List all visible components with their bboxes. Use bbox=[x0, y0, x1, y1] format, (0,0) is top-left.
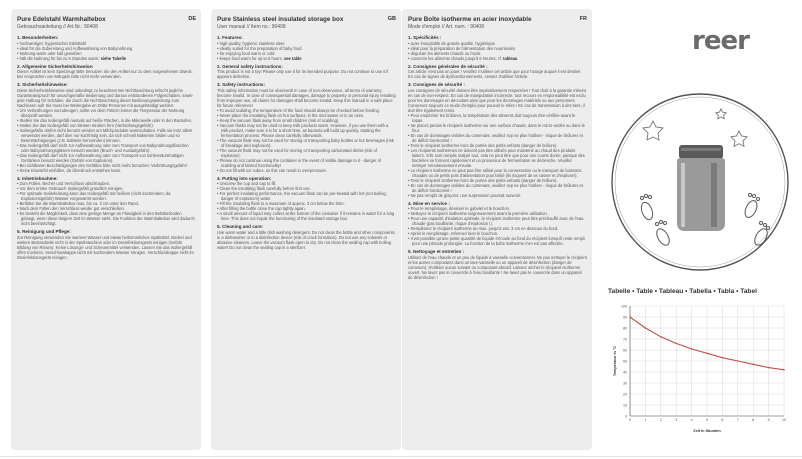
list-item bbox=[408, 56, 587, 61]
list-item-text: Das Isoliergefäß darf nicht zur Aufbewahrung oder zum Transport von kohlensäurehaltigen Getränken benutzt werden (Gefahr von Explosion). bbox=[19, 152, 184, 163]
list-item bbox=[408, 236, 587, 246]
panel-de bbox=[11, 9, 201, 450]
bullet-list bbox=[217, 181, 396, 221]
x-tick-label: 6 bbox=[721, 418, 724, 422]
list-item-text: Nahrung warm oder kalt genießen bbox=[19, 50, 82, 56]
list-item bbox=[17, 128, 196, 143]
bullet-list bbox=[217, 108, 396, 173]
list-item-text: Ne placez jamais le récipient isotherme sur une surface chaude, dans le micro-ondes ou dans le four. bbox=[410, 122, 585, 133]
list-item-text: En cas de dommages visibles du contenant, veuillez svp ne plus l'utiliser - risque de brûlures et de déficit fonctionnel ! bbox=[410, 132, 583, 143]
list-item-text: déguster les aliments chauds ou froids bbox=[410, 50, 481, 56]
y-axis-label: Temperatur in °C bbox=[613, 345, 617, 377]
bullet-list bbox=[17, 108, 196, 173]
section-text: Zur Reinigung verwenden Sie warmes Wasser und etwas herkömmliches Spülmittel. Deckel und weitere Bestandteile nicht in der Spülmaschine oder im Desinfektionsgerät reinigen (Gefahr Bildung von Rissen). Keine Lösungs- und Scheuermittel verwenden. Lassen Sie das Isoliergefäß offen trocknen. Verschlusskappe nicht mit kochendem Wasser reinigen. Verschlusskappe nicht im Desinfektionsgerät reinigen. bbox=[17, 234, 194, 260]
list-item bbox=[17, 211, 196, 226]
bullet-list bbox=[217, 41, 396, 61]
x-tick-label: 1 bbox=[644, 418, 647, 422]
list-item-text: acier inoxydable de grande qualité, hygiénique bbox=[410, 40, 496, 46]
data-point bbox=[660, 336, 662, 338]
lang-badge: FR bbox=[579, 16, 587, 22]
x-tick-label: 4 bbox=[690, 418, 693, 422]
list-item-text: Zum Füllen, Becher und Verschluss abschrauben. bbox=[19, 181, 111, 187]
list-item-text: Um Verbrühungen vorzubeugen, sollte vor dem Füttern immer die Temperatur der Nahrung überprüft werden. bbox=[19, 107, 185, 118]
section bbox=[17, 229, 196, 260]
data-point bbox=[752, 364, 754, 366]
reer-logo: reer bbox=[692, 26, 749, 56]
y-tick-label: 0 bbox=[625, 414, 627, 419]
list-item bbox=[217, 56, 396, 61]
table-reference: siehe Tabelle bbox=[100, 55, 127, 61]
section-heading: 2. Consignes générales de sécurité : bbox=[408, 63, 488, 69]
list-item-text: hält die Nahrung für bis zu 6 Stunden warm; bbox=[19, 55, 100, 61]
list-item-text: Le récipient isotherme ne peut pas être utilisé pour la conservation ou le transport de boissons chaudes ou de petits pots d'alimentation pour bébé (ils risquent de se casser et d'exploser). bbox=[410, 167, 582, 178]
list-item-text: Vacuum flasks may not be used to keep milk products warm. However, if you use them with a milk product, make sure it is for a short time, as bacteria will build up quickly, starting the fermentation process. Please clean carefully afterwards. bbox=[219, 122, 389, 138]
panel-fr bbox=[402, 9, 592, 450]
section-heading: 3. Safety instructions: bbox=[217, 82, 265, 88]
section bbox=[217, 224, 396, 250]
section bbox=[217, 176, 396, 222]
list-item-text: keeps food warm for up to 6 hours, bbox=[219, 55, 283, 61]
y-tick-label: 50 bbox=[623, 359, 627, 364]
list-item bbox=[408, 183, 587, 193]
list-item bbox=[408, 123, 587, 133]
panel-header bbox=[17, 16, 196, 32]
list-item bbox=[408, 193, 587, 198]
section-heading: 1. Features: bbox=[217, 35, 243, 40]
table-reference: see table bbox=[283, 55, 302, 61]
list-item bbox=[217, 168, 396, 173]
list-item bbox=[217, 138, 396, 148]
divider bbox=[0, 456, 802, 457]
section bbox=[17, 35, 196, 61]
section-text: Diese Sicherheitshinweise sind unbedingt zu beachten! Bei Nichtbeachtung erlischt jegliche Garantieanspruch für unsachgemäße Bedienung und daraus entstandenen Folgeschäden, sowie jede Haftung für Schäden, die durch die Nichtbeachtung dieser Bedienungsanleitung zum Nachlesen auf! Sie muss bei Weitergabe an Dritte Personen mit ausgehändigt werden: bbox=[17, 87, 193, 108]
bullet-list bbox=[17, 181, 196, 226]
list-item bbox=[217, 158, 396, 168]
list-item bbox=[17, 56, 196, 61]
temperature-chart bbox=[608, 300, 790, 438]
list-item-text: ideally suited for the preparation of baby food bbox=[219, 45, 302, 51]
list-item-text: Remplissez le récipient isotherme au max. jusqu'à env. 3 cm en dessous du bord. bbox=[410, 226, 559, 232]
panel-subtitle: Gebrauchsanleitung // Art.Nr.: 90408 bbox=[17, 24, 98, 30]
section bbox=[408, 201, 587, 247]
list-item-text: for enjoying food warm or cold bbox=[219, 50, 275, 56]
y-tick-label: 70 bbox=[623, 337, 627, 342]
x-tick-label: 10 bbox=[782, 418, 786, 422]
list-item bbox=[17, 191, 196, 201]
section bbox=[408, 64, 587, 80]
section-heading: 3. Consignes de sécurité : bbox=[408, 82, 465, 88]
list-item-text: hochwertiger, hygienischer Edelstahl bbox=[19, 40, 87, 46]
list-item bbox=[408, 216, 587, 226]
list-item-text: Nach dem Füllen den Verschluss wieder gut verschließen. bbox=[19, 206, 125, 212]
section bbox=[17, 82, 196, 173]
list-item-text: Il est possible qu'une petite quantité de liquide s'écoule au fond du récipient lorsqu'il reste rempli pour une période prolongée. La fonction de la boîte isotherme n'en est pas affectée. bbox=[410, 236, 585, 247]
list-item-text: idéal pour la préparation de l'alimentation des nourrissons bbox=[410, 45, 516, 51]
y-tick-label: 40 bbox=[623, 370, 627, 375]
list-item-text: Isoliergefäße dürfen nicht benutzt werden um Milchprodukte warmzuhalten. Falls sie trotz allem verwendet werden, darf dies nur kurzfristig sein, da sich schnell Bakterien bilden und so Beeinträchtigungen (z.B. bakterie hervorrufen) können. bbox=[19, 127, 193, 143]
panel-gb bbox=[211, 9, 401, 450]
list-item-text: Halten Sie das Isoliergefäß von kleinen Kindern fern (Verbrühungsgefahr). bbox=[19, 122, 154, 128]
list-item-text: Pour le remplissage, dévisser le gobelet et le bouchon. bbox=[410, 206, 511, 212]
list-item-text: Stellen Sie das Isoliergefäß niemals auf heiße Flächen, in die Mikrowelle oder in den Backofen. bbox=[19, 117, 193, 123]
section-text: Cet article n'est pas un jouet ! Veuillez n'utiliser cet article que pour l'usage auquel il est destiné. En cas de signes de dysfonctionnements, cessez d'utiliser l'article. bbox=[408, 69, 582, 80]
section-heading: 5. Cleaning and care: bbox=[217, 224, 264, 230]
section-heading: 2. Allgemeine Sicherheitshinweise: bbox=[17, 63, 94, 69]
data-point bbox=[722, 357, 724, 359]
list-item-text: Never place the insulating flask on hot surfaces, in the microwave or in an oven. bbox=[219, 112, 365, 118]
panel-title: Pure Boîte isotherme en acier inoxydable bbox=[408, 16, 532, 23]
y-tick-label: 90 bbox=[623, 315, 627, 320]
section-text: Dieser Artikel ist kein Spielzeug! Bitte benutzen Sie den Artikel nur zu dem vorgesehenen Zweck. Bei Ansprüchen von Mängeln bitte nicht mehr verwenden. bbox=[17, 69, 193, 80]
section-text: Les consignes de sécurité doivent être impérativement respectées ! Tout droit à la garantie s'éteint en cas de non-respect. En cas de manipulation incorrecte, tout recours en responsabilité est exclu pour les dommages en découlant ainsi que pour les dommages matériels ou aux personnes. Conservez toujours ce mode d'emploi pour pouvoir le relire ! En cas de transmission à des tiers, il doit être également remis. bbox=[408, 87, 586, 113]
x-tick-label: 8 bbox=[752, 418, 755, 422]
list-item-text: Clean the insulating flask carefully before first use. bbox=[219, 186, 311, 192]
section-heading: 1. Spécificités : bbox=[408, 35, 442, 40]
y-tick-label: 10 bbox=[623, 403, 627, 408]
list-item-text: Befüllen Sie die Warmhaltebox max. bis ca. 3 cm unter den Rand. bbox=[19, 201, 139, 207]
section-heading: 5. Nettoyage et entretien : bbox=[408, 249, 465, 255]
panel-subtitle: Mode d'emploi // Art. num. : 90408 bbox=[408, 24, 484, 30]
list-item-text: Pour une capacité d'isolation optimale, le récipient isotherme peut être préchauffé avec de l'eau chaude (pas bouillante, risque d'explosion !). bbox=[410, 216, 584, 227]
list-item-text: Für optimale Isolierleistung kann das Isoliergefäß mit heißem (nicht kochendem, da Explosionsgefahr) Wasser vorgewärmt werden. bbox=[19, 191, 171, 202]
section-heading: 4. Inbetriebnahme: bbox=[17, 175, 58, 181]
section bbox=[17, 176, 196, 227]
lang-badge: GB bbox=[387, 16, 396, 22]
section bbox=[217, 64, 396, 80]
lang-badge: DE bbox=[188, 16, 196, 22]
list-item-text: After filling the bottle close the cap tightly again. bbox=[219, 206, 306, 212]
list-item bbox=[217, 191, 396, 201]
list-item bbox=[408, 113, 587, 123]
list-item bbox=[217, 211, 396, 221]
list-item-text: A small amount of liquid may collect at the bottom of the container if it remains in water for a long time. This does not impair the functioning of the insulated storage box. bbox=[219, 211, 395, 222]
section-heading: 4. Mise en service : bbox=[408, 200, 450, 206]
list-item-text: Keine Eiswürfel einfüllen, da Überdruck entstehen kann. bbox=[19, 167, 122, 173]
panel-title: Pure Edelstahl Warmhaltebox bbox=[17, 16, 106, 23]
data-point bbox=[768, 367, 770, 369]
y-tick-label: 20 bbox=[623, 392, 627, 397]
data-point bbox=[783, 369, 785, 371]
panel-title: Pure Stainless steel insulated storage box bbox=[217, 16, 344, 23]
section-heading: 5. Reinigung und Pflege: bbox=[17, 229, 71, 235]
list-item-text: To avoid scalding, the temperature of the food should always be checked before feeding. bbox=[219, 107, 380, 113]
x-tick-label: 9 bbox=[767, 418, 770, 422]
list-item-text: ideal für die Zubereitung und Aufbewahrung von Babynahrung bbox=[19, 45, 133, 51]
data-point bbox=[691, 348, 693, 350]
list-item bbox=[17, 153, 196, 163]
list-item-text: Nettoyez le récipient isotherme soigneusement avant la première utilisation. bbox=[410, 211, 548, 217]
y-tick-label: 80 bbox=[623, 326, 627, 331]
data-point bbox=[645, 327, 647, 329]
list-item-text: Es besteht die Möglichkeit, dass eine geringe Menge an Flüssigkeit in den Behälterboden gelangt, wenn diese längere Zeit im Wasser steht. Die Funktion der Warmhaltebox wird dadurch nicht beeinträchtigt. bbox=[19, 211, 195, 227]
y-tick-label: 100 bbox=[621, 304, 627, 309]
section bbox=[408, 35, 587, 61]
y-tick-label: 60 bbox=[623, 348, 627, 353]
list-item-text: The vacuum flask may not be used for storing or transporting carbonated drinks (risk of explosion). bbox=[219, 147, 377, 158]
section-text: Utilisez de l'eau chaude et un peu de liquide à vaisselle conventionnel. Ne pas nettoyer le récipient et les autres composants dans un lave-vaisselle ou un appareil de désinfection (danger de corrosion). N'utiliser aucun solvant ou composant abrasif. Laissez sécher le récipient isotherme ouvert. Ne lavez pas le couvercle à l'eau bouillante ! Ne lavez pas le couvercle dans un appareil de désinfection ! bbox=[408, 254, 587, 280]
list-item-text: Tenir le récipient isotherme hors de portée des petits enfants (danger de brûlure). bbox=[410, 142, 558, 148]
panel-subtitle: User manual // Item no.: 90408 bbox=[217, 24, 286, 30]
list-item-text: Bei sichtbaren Beschädigungen des Gefäßes bitte nicht mehr benutzen: Verbrühungsgefahr! bbox=[19, 162, 188, 168]
list-item-text: Keep the vacuum flask away from small children (risk of scalding). bbox=[219, 117, 340, 123]
list-item bbox=[408, 133, 587, 143]
list-item-text: Vor dem ersten Gebrauch Isoliergefäß gründlich reinigen. bbox=[19, 186, 124, 192]
section-heading: 4. Putting into operation: bbox=[217, 175, 272, 181]
bullet-list bbox=[17, 41, 196, 61]
list-item bbox=[217, 123, 396, 138]
list-item bbox=[17, 108, 196, 118]
list-item bbox=[17, 168, 196, 173]
list-item bbox=[408, 148, 587, 168]
section-heading: 1. Besonderheiten: bbox=[17, 35, 59, 40]
list-item-text: Fill the insulating flask to a maximum of approx. 3 cm below the brim. bbox=[219, 201, 345, 207]
list-item-text: En cas de dommages visibles du contenant, veuillez svp ne plus l'utiliser - risque de brûlures et de déficit fonctionnel ! bbox=[410, 182, 583, 193]
sections bbox=[217, 35, 396, 250]
list-item-text: conserve les aliments chauds jusqu'à 6 heures; cf. bbox=[410, 55, 502, 61]
section bbox=[217, 82, 396, 173]
sections bbox=[408, 35, 587, 280]
section-heading: 2. General safety instructions: bbox=[217, 63, 283, 69]
data-point bbox=[706, 353, 708, 355]
x-tick-label: 5 bbox=[706, 418, 708, 422]
list-item bbox=[217, 148, 396, 158]
list-item-text: Do not fill with ice cubes, as this can result in overpressure. bbox=[219, 167, 327, 173]
section-text: This product is not a toy! Please only use it for its intended purpose. Do not continue to use it if appears defective. bbox=[217, 69, 389, 80]
section bbox=[17, 64, 196, 80]
table-title: Tabelle • Table • Tableau • Tabella • Tabla • Tabel bbox=[608, 288, 757, 295]
bullet-list bbox=[408, 206, 587, 246]
section-text: This safety information must be observed! In case of non-observance, all terms of warranty become invalid. In case of consequential damages, damage to property or personal injury resulting from improper use, all claims for damages shall become invalid. Keep this manual in a safe place for future reference! bbox=[217, 87, 396, 108]
sections bbox=[17, 35, 196, 260]
list-item-text: Après le remplissage, refermez bien le bouchon. bbox=[410, 231, 499, 237]
x-tick-label: 2 bbox=[659, 418, 662, 422]
data-point bbox=[737, 360, 739, 362]
bullet-list bbox=[408, 113, 587, 198]
bullet-list bbox=[408, 41, 587, 61]
list-item-text: For perfect insulating performance, the vacuum flask can be pre-heated with hot (not boiling, danger of explosion!) water. bbox=[219, 191, 387, 202]
section-heading: 3. Sicherheitshinweise: bbox=[17, 82, 68, 88]
product-illustration-icon bbox=[611, 81, 789, 283]
data-point bbox=[675, 343, 677, 345]
panel-header bbox=[408, 16, 587, 32]
list-item-text: Tenir le récipient isotherme hors de portée des petits enfants (danger de brûlure). bbox=[410, 177, 558, 183]
list-item-text: high-quality, hygienic stainless steel bbox=[219, 40, 285, 46]
x-axis-label: Zeit in Stunden bbox=[693, 429, 721, 433]
table-reference: tableau bbox=[503, 55, 518, 61]
panel-header bbox=[217, 16, 396, 32]
list-item-text: Unscrew the cup and cap to fill. bbox=[219, 181, 277, 187]
x-tick-label: 3 bbox=[675, 418, 678, 422]
list-item-text: Das Isoliergefäß darf nicht zur Aufbewahrung oder zum Transport von Babynahrungsflaschen oder Babynahrungsgläsern benutzt werden (Bruch- und Auslaufgefahr). bbox=[19, 142, 189, 153]
data-point bbox=[629, 316, 631, 318]
list-item-text: The vacuum flask may not be used for storing or transporting baby bottles or hot beverages (risk of breakage and explosion). bbox=[219, 137, 394, 148]
list-item bbox=[408, 168, 587, 178]
x-tick-label: 7 bbox=[736, 418, 739, 422]
section-text: Use warm water and a little dish washing detergent. Do not clean the bottle and other components in a dishwasher or in a disinfection device (risk of crack formation). Do not use any solvents or abrasive cleaners. Leave the vacuum flask open to dry. Do not clean the sealing cap with boiling water! Do not clean the sealing cap in a sterilizer. bbox=[217, 229, 395, 250]
list-item-text: Ne pas remplir de glaçons; une surpression pourrait survenir. bbox=[410, 192, 522, 198]
list-item bbox=[17, 143, 196, 153]
section bbox=[217, 35, 396, 61]
list-item-text: Les récipients isothermes ne doivent pas être utilisés pour maintenir au chaud des produits laitiers. S'ils sont remplis malgré tout, cela ne peut être que pour une courte durée, puisque des bactéries se forment rapidement et un processus de fermentation se déclenche. Veuillez nettoyer minutieusement ensuite. bbox=[410, 147, 585, 168]
x-tick-label: 0 bbox=[629, 418, 631, 422]
list-item-text: Please do not continue using the container in the event of visible damage to it - danger of scalding and limited functionality! bbox=[219, 157, 381, 168]
section bbox=[408, 249, 587, 280]
section bbox=[408, 82, 587, 198]
list-item-text: Pour empêcher les brûlures, la température des aliments doit toujours être vérifiée avant le repas. bbox=[410, 112, 576, 123]
y-tick-label: 30 bbox=[623, 381, 627, 386]
